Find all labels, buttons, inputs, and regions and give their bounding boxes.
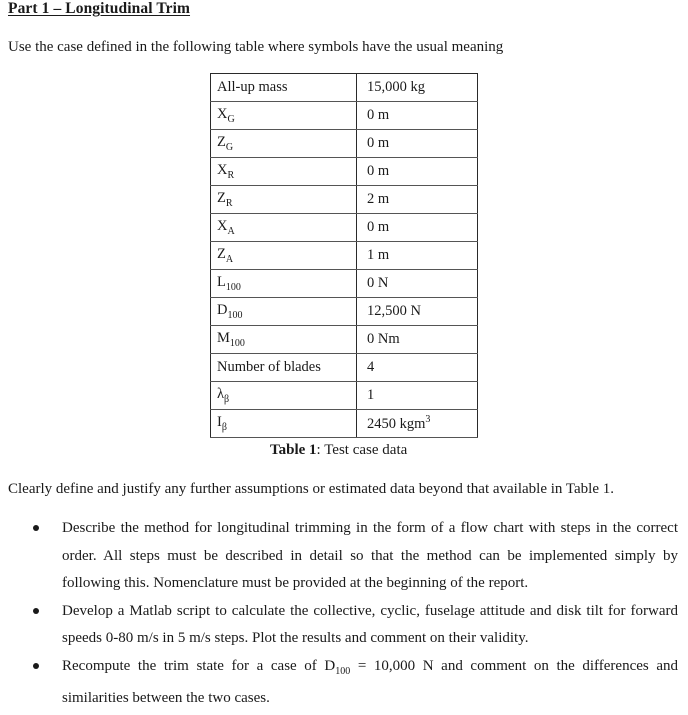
row-label-text: λ xyxy=(217,386,225,403)
table-row xyxy=(211,242,478,270)
table-row xyxy=(211,74,478,102)
row-label-text: L xyxy=(217,274,226,291)
row-value xyxy=(357,186,478,214)
task-text: Describe the method for longitudinal trimming in the form of a flow chart with steps in the correct order. All steps must be described in detail so that the method can be implemented simply by following this. Nomenclature must be provided at the beginning of the report. xyxy=(62,520,678,591)
row-value xyxy=(357,298,478,326)
bullet-icon xyxy=(33,663,39,669)
task-text-before: Recompute the trim state for a case of D xyxy=(62,657,336,674)
table-row xyxy=(211,158,478,186)
row-label-text: Z xyxy=(217,246,226,263)
row-label-subscript: R xyxy=(227,169,235,181)
row-label xyxy=(211,74,357,102)
row-label xyxy=(211,270,357,298)
table-row xyxy=(211,298,478,326)
row-value xyxy=(357,242,478,270)
row-label-text: Z xyxy=(217,134,226,151)
row-label-text: X xyxy=(217,162,228,179)
bullet-icon xyxy=(33,525,39,531)
row-label xyxy=(211,410,357,438)
row-value xyxy=(357,214,478,242)
row-label-text: X xyxy=(217,218,228,235)
table-row xyxy=(211,354,478,382)
row-value-text: 15,000 kg xyxy=(367,79,425,95)
task-item xyxy=(0,653,688,713)
bullet-icon xyxy=(33,608,39,614)
row-value-text: 0 m xyxy=(367,107,390,123)
row-value-text: 2 m xyxy=(367,191,390,207)
assumptions-note: Clearly define and justify any further assumptions or estimated data beyond that available in Table 1. xyxy=(8,481,614,497)
row-label xyxy=(211,158,357,186)
table-row xyxy=(211,410,478,438)
task-text-after: = 10,000 N and comment on the differences and similarities between the two cases. xyxy=(62,657,678,706)
row-label xyxy=(211,298,357,326)
row-value xyxy=(357,382,478,410)
task-item xyxy=(0,515,688,598)
row-label-subscript: 100 xyxy=(225,281,241,293)
row-label-text: All-up mass xyxy=(217,79,288,95)
row-label-subscript: 100 xyxy=(229,337,245,349)
row-value xyxy=(357,130,478,158)
row-label xyxy=(211,354,357,382)
table-caption xyxy=(270,442,407,459)
row-value-superscript: 3 xyxy=(425,414,431,426)
row-label-text: Z xyxy=(217,190,226,207)
row-value xyxy=(357,326,478,354)
row-value xyxy=(357,74,478,102)
row-label-text: X xyxy=(217,106,228,123)
table-row xyxy=(211,130,478,158)
task-item xyxy=(0,598,688,653)
table-row xyxy=(211,382,478,410)
table-row xyxy=(211,214,478,242)
row-value-text: 2450 kgm xyxy=(367,415,426,432)
row-value-text: 0 m xyxy=(367,219,390,235)
row-label-text: D xyxy=(217,302,228,319)
row-value-text: 0 N xyxy=(367,275,389,291)
table-row xyxy=(211,270,478,298)
row-label-subscript: A xyxy=(225,253,234,265)
row-label-subscript: β xyxy=(221,421,227,433)
table-row xyxy=(211,326,478,354)
row-value-text: 0 m xyxy=(367,135,390,151)
task-text: Develop a Matlab script to calculate the collective, cyclic, fuselage attitude and disk tilt for forward speeds 0-80 m/s in 5 m/s steps. Plot the results and comment on their validity. xyxy=(62,602,678,646)
test-case-table xyxy=(210,73,478,438)
row-value xyxy=(357,354,478,382)
row-value xyxy=(357,102,478,130)
row-label xyxy=(211,242,357,270)
row-value-text: 4 xyxy=(367,359,375,375)
section-heading: Part 1 – Longitudinal Trim xyxy=(8,0,191,17)
row-label-subscript: β xyxy=(224,393,230,405)
row-value xyxy=(357,410,478,438)
row-label xyxy=(211,326,357,354)
row-value-text: 1 m xyxy=(367,247,390,263)
row-label xyxy=(211,214,357,242)
row-label-text: I xyxy=(217,414,222,431)
row-label-subscript: G xyxy=(227,113,235,125)
row-label-subscript: 100 xyxy=(227,309,243,321)
row-label-text: Number of blades xyxy=(217,359,321,375)
row-label xyxy=(211,186,357,214)
row-value-text: 1 xyxy=(367,387,375,403)
row-label-text: M xyxy=(217,330,230,347)
caption-prefix: Table 1 xyxy=(270,442,317,458)
table-row xyxy=(211,102,478,130)
row-label xyxy=(211,382,357,410)
task-text-sub: 100 xyxy=(335,665,351,677)
row-value-text: 0 m xyxy=(367,163,390,179)
row-label-subscript: G xyxy=(225,141,234,153)
row-value xyxy=(357,158,478,186)
row-label xyxy=(211,102,357,130)
intro-text: Use the case defined in the following table where symbols have the usual meaning xyxy=(8,39,504,55)
row-label-subscript: R xyxy=(225,197,233,209)
row-label xyxy=(211,130,357,158)
table-row xyxy=(211,186,478,214)
row-value-text: 12,500 N xyxy=(367,303,421,319)
row-label-subscript: A xyxy=(227,225,235,237)
row-value-text: 0 Nm xyxy=(367,331,400,347)
task-list xyxy=(0,515,688,713)
row-value xyxy=(357,270,478,298)
caption-text: : Test case data xyxy=(316,442,408,458)
